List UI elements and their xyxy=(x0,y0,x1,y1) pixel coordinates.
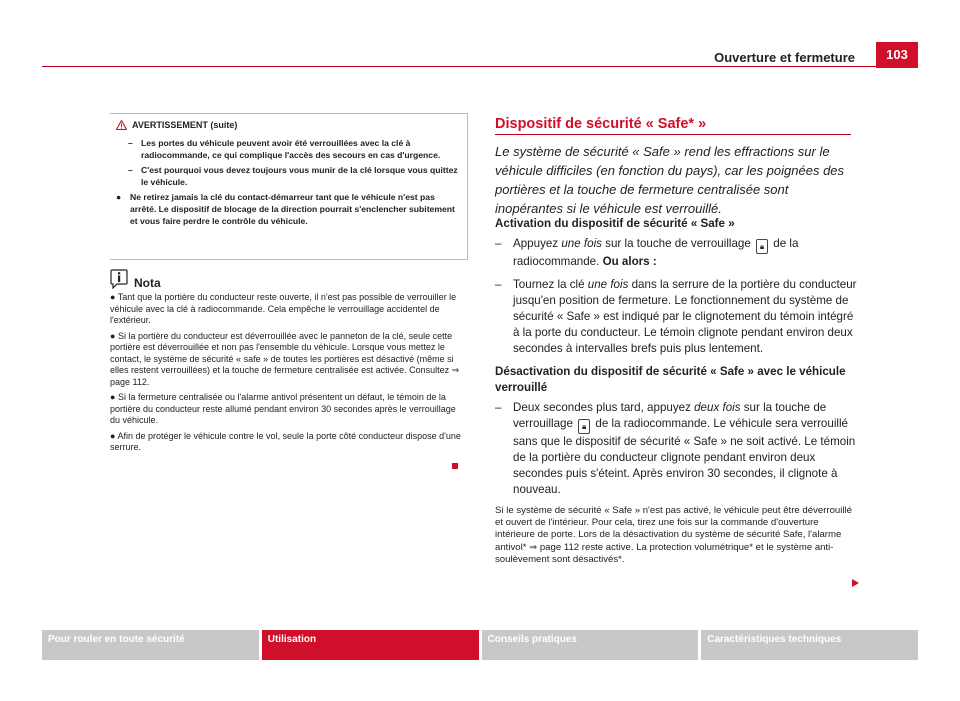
activation-heading: Activation du dispositif de sécurité « Safe » xyxy=(495,217,735,230)
nota-item: ● Si la portière du conducteur est déverrouillée avec le panneton de la clé, seule cette portière est déverrouillée et non pas l'ensemble du véhicule. Lorsque vous mettez le contact, le système de sécurité « safe » de toutes les portières est désactivé (même si elles restent verrouillées) et la touche de fermeture centralisée est activée. Consultez ⇒ page 112. xyxy=(110,330,460,387)
section-body xyxy=(495,216,857,566)
deactivation-step xyxy=(495,400,857,498)
safe-note: Si le système de sécurité « Safe » n'est pas activé, le véhicule peut être déverrouillé et ouvert de l'intérieur. Pour cela, tirez une fois sur la commande d'ouverture intérieure de porte. Lors de la désactivation du système de sécurité Safe, l'alarme antivol* ⇒ page 112 reste active. La protection volumétrique* et le système anti-soulèvement sont désactivés*. xyxy=(495,505,852,565)
nota-item: ● Tant que la portière du conducteur reste ouverte, il n'est pas possible de verrouiller le véhicule avec la clé à radiocommande. Cela empêche le verrouillage accidentel de l'extérieur. xyxy=(110,292,457,325)
tab-caracteristiques[interactable]: Caractéristiques techniques xyxy=(701,630,918,660)
warning-item-text: Les portes du véhicule peuvent avoir été verrouillées avec la clé à radiocommande, ce qui complique l'accès des secours en cas d'urgence. xyxy=(141,138,441,160)
activation-step xyxy=(495,277,857,357)
warning-body xyxy=(116,134,459,227)
section-lead: Le système de sécurité « Safe » rend les effractions sur le véhicule difficiles (en fonction du pays), car les poignées des portières et la touche de fermeture centralisée sont inopérantes si le véhicule est verrouillé. xyxy=(495,144,845,216)
footer-nav xyxy=(42,630,918,660)
tab-pour-rouler[interactable]: Pour rouler en toute sécurité xyxy=(42,630,259,660)
activation-step-text: Appuyez une fois sur la touche de verrouillage 🔒︎ de la radiocommande. Ou alors : xyxy=(513,237,799,268)
nota-body xyxy=(110,292,468,458)
warning-item-marker: ● xyxy=(116,192,122,203)
step-marker: – xyxy=(495,278,502,291)
nota-heading xyxy=(110,268,161,290)
nota-item-text: Si la fermeture centralisée ou l'alarme antivol présentent un défaut, le témoin de la portière du conducteur reste allumé pendant environ 30 secondes après le verrouillage du véhicule. xyxy=(110,392,456,425)
section-title-rule xyxy=(495,134,851,135)
nota-item-text: Afin de protéger le véhicule contre le vol, seule la porte côté conducteur dispose d'une serrure. xyxy=(110,430,461,452)
deactivation-step-text: Deux secondes plus tard, appuyez deux fois sur la touche de verrouillage 🔒︎ de la radiocommande. Le véhicule sera verrouillé sans que le dispositif de sécurité « Safe » ne soit activé. Le témoin de la portière du conducteur clignote pendant environ deux secondes puis s'éteint. Après environ 30 secondes, il clignote à nouveau. xyxy=(513,401,856,496)
warning-heading xyxy=(116,120,237,130)
warning-item xyxy=(116,165,459,188)
warning-item-marker: – xyxy=(128,165,133,176)
lock-key-icon: 🔒︎ xyxy=(756,239,768,254)
warning-item-text: C'est pourquoi vous devez toujours vous munir de la clé lorsque vous quittez le véhicule. xyxy=(141,165,458,187)
activation-step xyxy=(495,236,857,270)
nota-item-text: Tant que la portière du conducteur reste ouverte, il n'est pas possible de verrouiller le véhicule avec la clé à radiocommande. Cela empêche le verrouillage accidentel de l'extérieur. xyxy=(110,292,457,325)
activation-step-text: Tournez la clé une fois dans la serrure de la portière du conducteur jusqu'en position de fermeture. Le fonctionnement du système de sécurité « Safe » est indiqué par le clignotement du témoin intégré à la porte du conducteur. Le témoin clignote pendant environ deux secondes à intervalles brefs puis plus lentement. xyxy=(513,278,857,355)
nota-item: ● Afin de protéger le véhicule contre le vol, seule la porte côté conducteur dispose d'une serrure. xyxy=(110,430,461,452)
page-number: 103 xyxy=(876,42,918,68)
warning-item xyxy=(116,192,459,227)
header-rule xyxy=(42,66,876,67)
nota-item-text: Si la portière du conducteur est déverrouillée avec le panneton de la clé, seule cette portière est déverrouillée et non pas l'ensemble du véhicule. Lorsque vous mettez le contact, le système de sécurité « safe » de toutes les portières est désactivé (même si elles restent verrouillées) et la touche de fermeture centralisée est activée. Consultez ⇒ page 112. xyxy=(110,330,460,387)
step-marker: – xyxy=(495,401,502,414)
section-title: Dispositif de sécurité « Safe* » xyxy=(495,116,707,132)
warning-item xyxy=(116,138,459,161)
running-header-title: Ouverture et fermeture xyxy=(714,50,855,65)
step-marker: – xyxy=(495,237,502,250)
warning-item-text: Ne retirez jamais la clé du contact-démarreur tant que le véhicule n'est pas arrêté. Le dispositif de blocage de la direction pourrait s'enclencher subitement et vous faire perdre le contrôle du véhicule. xyxy=(130,192,455,226)
tab-conseils-pratiques[interactable]: Conseils pratiques xyxy=(482,630,699,660)
warning-item-marker: – xyxy=(128,138,133,148)
tab-utilisation[interactable]: Utilisation xyxy=(262,630,479,660)
nota-label: Nota xyxy=(134,276,161,290)
warning-triangle-icon xyxy=(116,120,127,130)
warning-box xyxy=(110,113,468,260)
nota-item: ● Si la fermeture centralisée ou l'alarme antivol présentent un défaut, le témoin de la portière du conducteur reste allumé pendant environ 30 secondes après le verrouillage du véhicule. xyxy=(110,392,456,425)
section-end-icon xyxy=(452,463,458,469)
continue-arrow-icon xyxy=(852,579,859,587)
warning-title: AVERTISSEMENT (suite) xyxy=(132,120,238,130)
lock-key-icon: 🔒︎ xyxy=(578,419,590,434)
nota-info-icon xyxy=(110,269,128,289)
deactivation-heading: Désactivation du dispositif de sécurité « Safe » avec le véhicule verrouillé xyxy=(495,365,846,394)
